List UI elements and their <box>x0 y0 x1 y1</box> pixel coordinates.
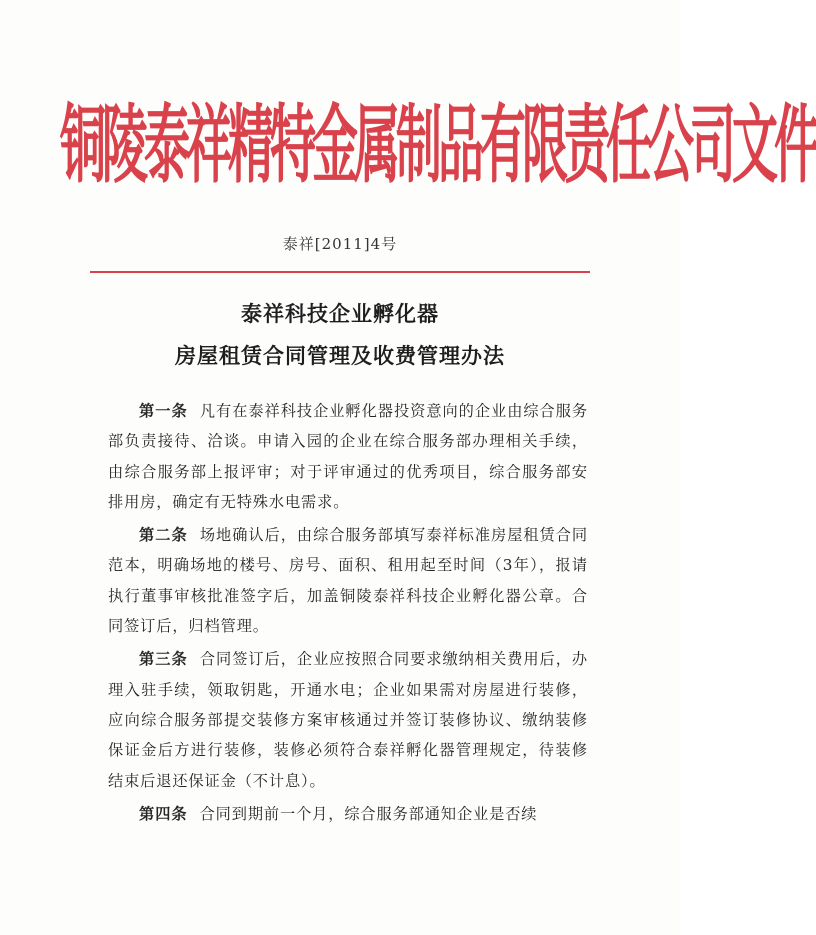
organization-header-title: 铜陵泰祥精特金属制品有限责任公司文件 <box>60 95 816 195</box>
document-body <box>108 396 588 832</box>
article-label: 第三条 <box>139 650 188 669</box>
article-text: 凡有在泰祥科技企业孵化器投资意向的企业由综合服务部负责接待、洽谈。申请入园的企业在综合服务部办理相关手续，由综合服务部上报评审；对于评审通过的优秀项目，综合服务部安排用房，确定有无特殊水电需求。 <box>108 402 589 511</box>
article-text: 合同到期前一个月，综合服务部通知企业是否续 <box>199 804 538 823</box>
article-1 <box>108 396 588 517</box>
document-title-line-1: 泰祥科技企业孵化器 <box>241 301 439 326</box>
article-text: 场地确认后，由综合服务部填写泰祥标准房屋租赁合同范本，明确场地的楼号、房号、面积、租用起至时间（3年），报请执行董事审核批准签字后，加盖铜陵泰祥科技企业孵化器公章。合同签订后，归档管理。 <box>108 526 589 636</box>
article-text: 合同签订后，企业应按照合同要求缴纳相关费用后，办理入驻手续，领取钥匙，开通水电；企业如果需对房屋进行装修，应向综合服务部提交装修方案审核通过并签订装修协议、缴纳装修保证金后方进行装修，装修必须符合泰祥孵化器管理规定，待装修结束后退还保证金（不计息）。 <box>108 650 589 790</box>
article-label: 第二条 <box>139 526 188 545</box>
article-label: 第四条 <box>139 804 188 823</box>
article-3 <box>108 644 588 795</box>
red-divider-line <box>90 271 590 273</box>
document-title-line-2: 房屋租赁合同管理及收费管理办法 <box>175 343 505 368</box>
article-4 <box>108 799 588 829</box>
article-label: 第一条 <box>139 402 188 420</box>
document-number: 泰祥[2011]4号 <box>282 235 398 253</box>
article-2 <box>108 520 588 641</box>
